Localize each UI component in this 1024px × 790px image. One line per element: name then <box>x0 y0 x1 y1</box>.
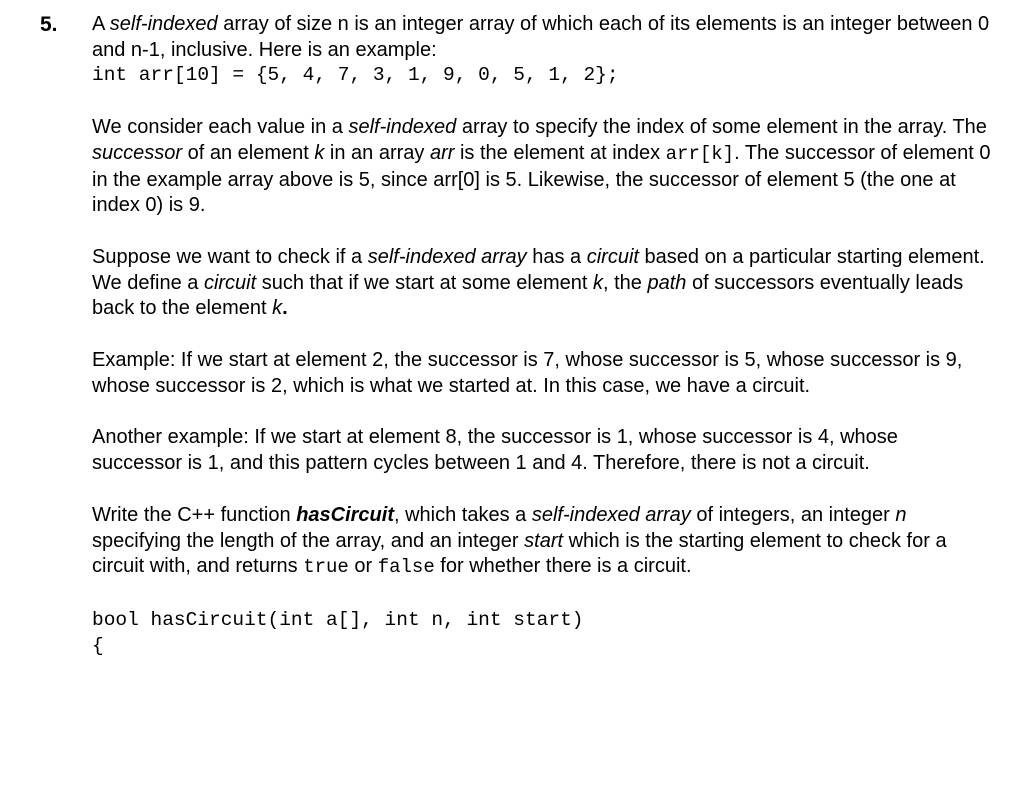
text: of an element <box>182 141 315 164</box>
example-array-code: int arr[10] = {5, 4, 7, 3, 1, 9, 0, 5, 1, 2}; <box>92 64 619 87</box>
term-self-indexed: self-indexed <box>109 13 218 35</box>
paragraph-example-1: Example: If we start at element 2, the successor is 7, whose successor is 5, whose successor is 9, whose successor is 2, which is what we started at. In this case, we have a circuit. <box>92 349 963 397</box>
text: We consider each value in a <box>92 116 349 139</box>
text: array to specify the index of some element in the array. The <box>456 116 987 139</box>
var-n: n <box>895 503 907 526</box>
text: , which takes a <box>394 503 532 526</box>
paragraph-task <box>92 503 992 581</box>
term-successor: successor <box>92 141 183 164</box>
term-circuit: circuit <box>203 271 257 294</box>
text: for whether there is a circuit. <box>434 555 692 578</box>
text: based on a particular starting element. We define a <box>92 245 985 294</box>
text: of integers, an integer <box>690 503 896 526</box>
term-path: path <box>647 271 687 294</box>
term-circuit: circuit <box>586 245 639 268</box>
text: array of size n is an integer array of which each of its elements is an integer between 0 and n-1, inclusive. Here is an example: <box>92 13 990 61</box>
var-k: k <box>272 297 283 320</box>
inline-code-true: true <box>303 556 349 579</box>
text: of successors eventually leads back to the element <box>92 271 964 320</box>
var-arr: arr <box>429 141 455 164</box>
open-brace-line: { <box>92 634 104 657</box>
text: A <box>92 13 110 35</box>
paragraph-circuit-definition <box>92 245 992 322</box>
text: which is the starting element to check for a circuit with, and returns <box>92 529 947 578</box>
text: is the element at index <box>454 141 666 164</box>
paragraph-successor <box>92 115 992 219</box>
text: specifying the length of the array, and an integer <box>92 529 525 552</box>
text: such that if we start at some element <box>256 271 593 294</box>
text: or <box>348 555 378 578</box>
text: , the <box>603 271 648 294</box>
paragraph-definition <box>92 12 992 89</box>
text: Write the C++ function <box>92 503 297 526</box>
function-signature-code <box>92 607 992 659</box>
term-self-indexed-array: self-indexed array <box>367 245 527 268</box>
function-name: hasCircuit <box>296 503 394 526</box>
paragraph-example-2: Another example: If we start at element 8, the successor is 1, whose successor is 4, whose successor is 1, and this pattern cycles between 1 and 4. Therefore, there is not a circuit. <box>92 426 898 475</box>
question-body <box>92 12 992 659</box>
text: Suppose we want to check if a <box>92 245 368 268</box>
term-self-indexed-array: self-indexed array <box>531 503 691 526</box>
var-k: k <box>593 271 603 294</box>
inline-code-false: false <box>377 556 435 579</box>
text: has a <box>526 245 587 268</box>
var-k: k <box>314 141 325 164</box>
inline-code-arr-k: arr[k] <box>665 142 735 165</box>
term-self-indexed: self-indexed <box>348 116 457 139</box>
var-start: start <box>524 529 564 552</box>
text: . The successor of element 0 in the example array above is 5, since arr[0] is 5. Likewise, the successor of element 5 (the one at index 0) is 9. <box>92 141 991 217</box>
question-number: 5. <box>40 13 58 36</box>
period: . <box>282 297 288 320</box>
text: in an array <box>324 141 430 164</box>
signature-line: bool hasCircuit(int a[], int n, int start) <box>92 608 584 631</box>
